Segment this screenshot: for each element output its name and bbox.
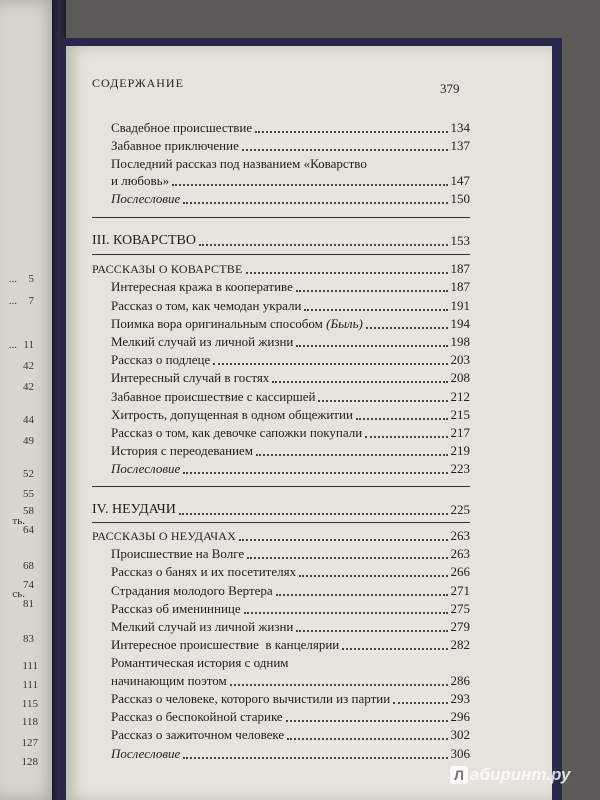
toc-entry-title: Страдания молодого Вертера xyxy=(111,583,273,598)
toc-entry-page: 275 xyxy=(450,601,470,616)
left-page-dots: ... xyxy=(8,295,17,307)
toc-subheading-title: РАССКАЗЫ О НЕУДАЧАХ xyxy=(92,529,236,543)
toc-entry-page: 191 xyxy=(450,298,470,313)
toc-entry xyxy=(111,619,470,635)
toc-entry xyxy=(111,583,470,599)
toc-entry-title: Послесловие xyxy=(111,191,181,206)
toc-entry-page: 271 xyxy=(450,583,470,598)
toc-entry-page: 212 xyxy=(450,389,470,404)
toc-entry-title: Поимка вора оригинальным способом xyxy=(111,316,323,331)
toc-entry-page: 198 xyxy=(450,334,470,349)
toc-entry-page: 137 xyxy=(450,138,470,153)
toc-entry-page: 208 xyxy=(450,370,470,385)
left-page-number: 83 xyxy=(23,633,34,645)
toc-entry-page: 134 xyxy=(450,120,470,135)
toc-entry-page: 266 xyxy=(450,564,470,579)
toc-entry-page: 203 xyxy=(450,352,470,367)
toc-section xyxy=(92,233,470,249)
left-page-number: 55 xyxy=(23,488,34,500)
toc-entry-page: 263 xyxy=(450,546,470,561)
watermark-text: абиринт.ру xyxy=(470,765,571,784)
toc-entry-title: Мелкий случай из личной жизни xyxy=(111,334,294,349)
toc-entry-title: Рассказ о том, как девочке сапожки покупали xyxy=(111,425,363,440)
left-page-number: 111 xyxy=(22,679,38,691)
toc-entry-page: 147 xyxy=(450,173,470,188)
toc-entry xyxy=(111,120,470,136)
left-page-number: 127 xyxy=(21,737,38,749)
toc-entry xyxy=(111,564,470,580)
toc-entry-title: Хитрость, допущенная в одном общежитии xyxy=(111,407,353,422)
left-page-number: 42 xyxy=(23,360,34,372)
toc-entry xyxy=(111,334,470,350)
left-page-number: 128 xyxy=(21,756,38,768)
left-page-number: 5 xyxy=(28,273,34,285)
toc-entry-page: 296 xyxy=(450,709,470,724)
toc-entry-page: 293 xyxy=(450,691,470,706)
running-head: СОДЕРЖАНИЕ xyxy=(92,76,184,90)
toc-entry xyxy=(111,673,470,689)
toc-entry xyxy=(111,601,470,617)
toc-entry-title: Интересная кража в кооперативе xyxy=(111,279,293,294)
toc-entry-page: 282 xyxy=(450,637,470,652)
toc-entry-title: Рассказ о том, как чемодан украли xyxy=(111,298,302,313)
toc-entry-title-line2: начинающим поэтом xyxy=(111,673,227,688)
toc-entry xyxy=(111,316,470,332)
toc-entry-title-line2: и любовь» xyxy=(111,173,170,188)
left-page-fragment: сь. xyxy=(12,588,25,600)
toc-entry xyxy=(111,279,470,295)
toc-subheading xyxy=(92,528,470,544)
left-page-number: 74 xyxy=(23,579,34,591)
toc-entry-page: 219 xyxy=(450,443,470,458)
toc-entry xyxy=(111,443,470,459)
left-page-number: 7 xyxy=(28,295,34,307)
toc-entry xyxy=(111,389,470,405)
toc-entry-title-line1: Последний рассказ под названием «Коварство xyxy=(111,156,367,171)
toc-entry-title: Рассказ о беспокойной старике xyxy=(111,709,283,724)
toc-entry xyxy=(111,191,470,207)
left-page-number: 81 xyxy=(23,598,34,610)
toc-entry-page: 302 xyxy=(450,727,470,742)
left-page-dots: ... xyxy=(8,273,17,285)
toc-entry-page: 215 xyxy=(450,407,470,422)
toc-subheading-page: 263 xyxy=(450,528,470,543)
toc-entry xyxy=(111,709,470,725)
toc-entry-page: 286 xyxy=(450,673,470,688)
toc-entry-title: Послесловие xyxy=(111,746,181,761)
left-page-number: 11 xyxy=(23,339,34,351)
toc-entry-page: 217 xyxy=(450,425,470,440)
toc-entry-page: 306 xyxy=(450,746,470,761)
toc-entry xyxy=(111,138,470,154)
toc-entry-title: История с переодеванием xyxy=(111,443,254,458)
toc-section-page: 153 xyxy=(450,233,470,248)
toc-entry-title: Интересное происшествие в канцелярии xyxy=(111,637,340,652)
left-page-fragment: ть. xyxy=(12,515,25,527)
toc-entry xyxy=(111,727,470,743)
labirint-logo-icon: Л xyxy=(450,766,468,784)
left-page-number: 115 xyxy=(21,698,38,710)
toc-entry xyxy=(111,746,470,762)
section-rule xyxy=(92,217,470,218)
toc-entry-title: Рассказ о зажиточном человеке xyxy=(111,727,285,742)
toc-entry-title: Забавное происшествие с кассиршей xyxy=(111,389,316,404)
toc-subheading xyxy=(92,261,470,277)
toc-subheading-title: РАССКАЗЫ О КОВАРСТВЕ xyxy=(92,262,243,276)
toc-entry xyxy=(111,546,470,562)
toc-entry-title: Забавное приключение xyxy=(111,138,239,153)
toc-entry-title: Происшествие на Волге xyxy=(111,546,245,561)
labirint-watermark xyxy=(450,765,570,785)
toc-section-title: IV. НЕУДАЧИ xyxy=(92,502,176,517)
toc-entry-title: Рассказ о человеке, которого вычистили из партии xyxy=(111,691,391,706)
toc-entry xyxy=(111,461,470,477)
toc-section-page: 225 xyxy=(450,502,470,517)
left-page-number: 111 xyxy=(22,660,38,672)
toc-entry xyxy=(111,691,470,707)
left-page-number: 58 xyxy=(23,505,34,517)
left-page-number: 118 xyxy=(21,716,38,728)
left-page-number: 52 xyxy=(23,468,34,480)
left-page-number: 49 xyxy=(23,435,34,447)
toc-entry xyxy=(111,407,470,423)
toc-entry xyxy=(111,370,470,386)
toc-subheading-page: 187 xyxy=(450,261,470,276)
toc-entry-page: 279 xyxy=(450,619,470,634)
left-page-number: 68 xyxy=(23,560,34,572)
toc-entry-page: 194 xyxy=(450,316,470,331)
page-number: 379 xyxy=(440,81,460,96)
left-page-dots: ... xyxy=(8,339,17,351)
toc-entry-title-note: (Быль) xyxy=(326,316,363,331)
toc-entry-title-line1: Романтическая история с одним xyxy=(111,655,289,670)
toc-entry xyxy=(111,173,470,189)
toc-entry-title: Рассказ об имениннице xyxy=(111,601,241,616)
toc-section-title: III. КОВАРСТВО xyxy=(92,233,196,248)
toc-entry-page: 223 xyxy=(450,461,470,476)
section-rule xyxy=(92,522,470,523)
toc-entry xyxy=(111,352,470,368)
toc-entry-title: Рассказ о банях и их посетителях xyxy=(111,564,297,579)
section-rule xyxy=(92,254,470,255)
toc-entry xyxy=(111,298,470,314)
toc-entry-title: Послесловие xyxy=(111,461,181,476)
toc-entry-title: Интересный случай в гостях xyxy=(111,370,270,385)
left-page-number: 42 xyxy=(23,381,34,393)
toc-entry xyxy=(111,637,470,653)
toc-entry-page: 187 xyxy=(450,279,470,294)
left-page-number: 64 xyxy=(23,524,34,536)
toc-entry xyxy=(111,425,470,441)
left-page-number: 44 xyxy=(23,414,34,426)
left-facing-page xyxy=(0,0,60,800)
toc-entry-title: Свадебное происшествие xyxy=(111,120,253,135)
toc-entry-title: Мелкий случай из личной жизни xyxy=(111,619,294,634)
section-rule xyxy=(92,486,470,487)
toc-section xyxy=(92,502,470,518)
toc-entry-title: Рассказ о подлеце xyxy=(111,352,211,367)
toc-entry-page: 150 xyxy=(450,191,470,206)
